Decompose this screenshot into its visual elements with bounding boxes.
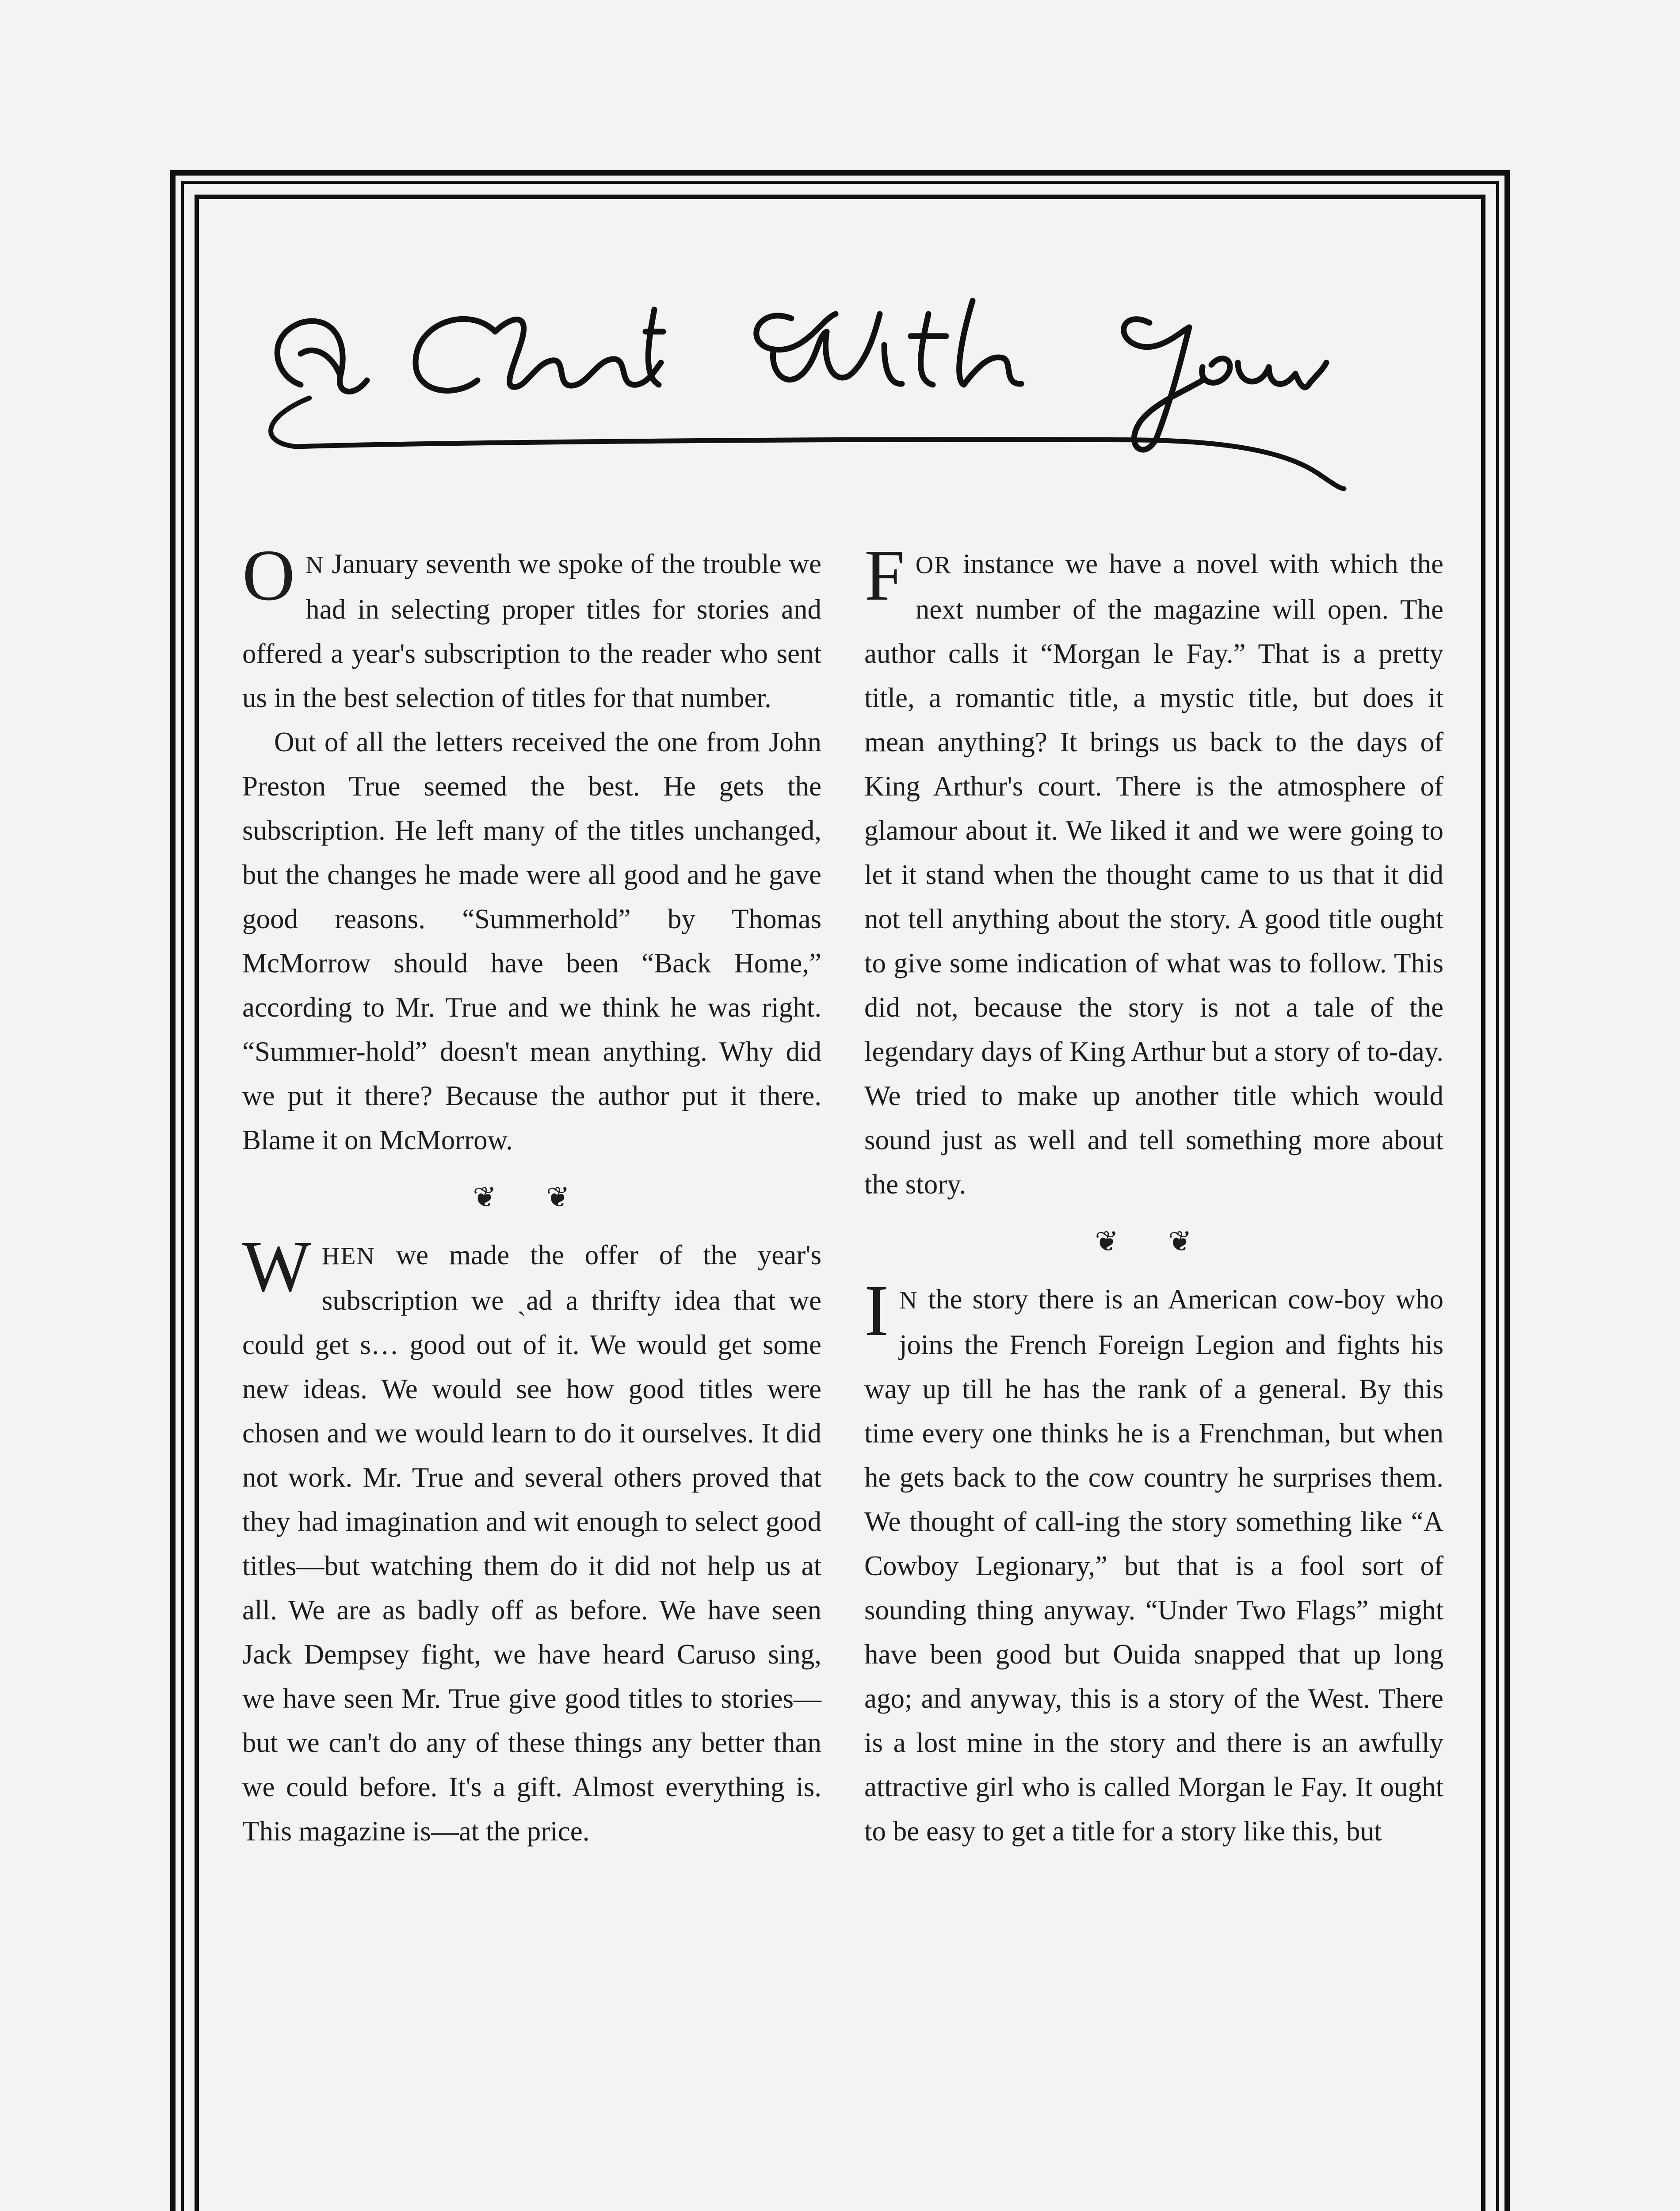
drop-cap: I [864,1270,889,1351]
left-section-2 [242,1226,821,1853]
lead-word: N [899,1287,918,1314]
right-section-1 [864,535,1443,1206]
paragraph-text: instance we have a novel with which the next number of the magazine will open. The author calls it “Morgan le Fay.” That is a pretty title, a romantic title, a mystic title, but does it mean anything? It brings us back to the days of King Arthur's court. There is the atmosphere of glamour about it. We liked it and we were going to let it stand when the thought came to us that it did not tell anything about the story. A good title ought to give some indication of what was to follow. This did not, because the story is not a tale of the legendary days of King Arthur but a story of to-day. We tried to make up another title which would sound just as well and tell something more about the story. [864,548,1443,1200]
ornament-icon: ❦ ❦ [1095,1226,1213,1257]
lead-word: HEN [321,1243,375,1270]
right-section-2 [864,1270,1443,1853]
drop-cap: F [864,535,905,616]
drop-cap: W [242,1226,311,1307]
lead-word: N [305,551,325,579]
right-column [864,535,1443,1853]
left-section-1 [242,535,821,720]
title-handwriting [248,265,1432,513]
lead-word: OR [915,551,952,579]
paragraph-text: we made the offer of the year's subscription we ˎad a thrifty idea that we could get s… good out of it. We would get some new ideas. We would see how good titles were chosen and we would learn to do it ourselves. It did not work. Mr. True and several others proved that they had imagination and wit enough to select good titles—but watching them do it did not help us at all. We are as badly off as before. We have seen Jack Dempsey fight, we have heard Caruso sing, we have seen Mr. True give good titles to stories—but we can't do any of these things any better than we could before. It's a gift. Almost everything is. This magazine is—at the price. [242,1239,821,1847]
left-column [242,535,821,1853]
paragraph-text: the story there is an American cow-boy who joins the French Foreign Legion and fights his way up till he has the rank of a general. By this time every one thinks he is a Frenchman, but when he gets back to the cow country he surprises them. We thought of call-ing the story something like “A Cowboy Legionary,” but that is a fool sort of sounding thing anyway. “Under Two Flags” might have been good but Ouida snapped that up long ago; and anyway, this is a story of the West. There is a lost mine in the story and there is an awfully attractive girl who is called Morgan le Fay. It ought to be easy to get a title for a story like this, but [864,1284,1443,1847]
paragraph-text: January seventh we spoke of the trouble we had in selecting proper titles for stories and offered a year's subscription to the reader who sent us in the best selection of titles for that number. [242,548,821,713]
ornament-icon: ❦ ❦ [473,1182,591,1213]
drop-cap: O [242,535,295,616]
left-paragraph-2: Out of all the letters received the one from John Preston True seemed the best. He gets the subscription. He left many of the titles unchanged, but the changes he made were all good and he gave good reasons. “Summerhold” by Thomas McMorrow should have been “Back Home,” according to Mr. True and we think he was right. “Summıer-hold” doesn't mean anything. Why did we put it there? Because the author put it there. Blame it on McMorrow. [242,727,821,1155]
